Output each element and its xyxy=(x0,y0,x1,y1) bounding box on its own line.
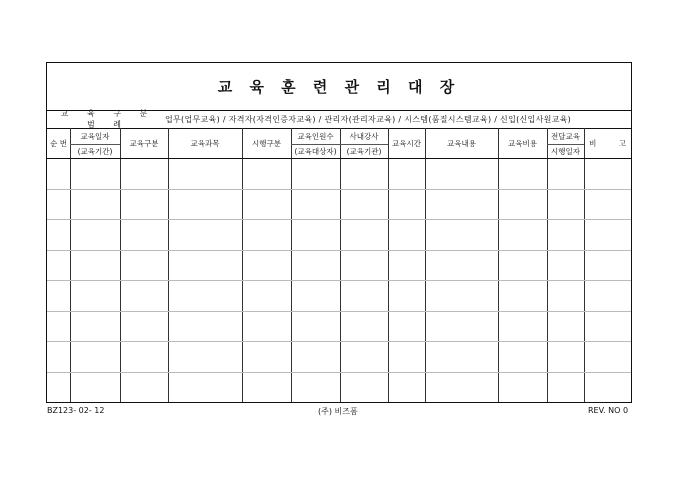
header-hours: 교육시간 xyxy=(392,138,421,148)
header-category: 교육구분 xyxy=(129,138,159,148)
legend-label: 교 육 구 분 범 례 xyxy=(60,109,156,129)
header-institution: (교육기관) xyxy=(346,146,382,156)
header-seq: 순 번 xyxy=(50,138,67,148)
header-remarks: 비 고 xyxy=(589,138,636,148)
header-cost: 교육비용 xyxy=(508,138,537,148)
register-sheet xyxy=(46,62,636,403)
header-course: 교육과목 xyxy=(190,138,220,148)
records-table xyxy=(47,128,636,402)
form-code: BZ123- 02- 12 xyxy=(47,406,105,415)
header-exec-type: 시행구분 xyxy=(252,138,281,148)
legend-row xyxy=(47,110,631,129)
header-transfer: 전달교육 xyxy=(551,131,580,141)
header-date-period: (교육기간) xyxy=(77,146,113,156)
header-content: 교육내용 xyxy=(447,138,476,148)
revision-number: REV. NO 0 xyxy=(588,406,629,415)
header-count: 교육인원수 xyxy=(297,131,334,141)
header-target: (교육대상자) xyxy=(294,146,337,156)
legend-text: 업무(업무교육) / 자격자(자격인증자교육) / 관리자(관리자교육) / 시스템(품질시스템교육) / 신입(신입사원교육) xyxy=(165,114,572,124)
company-name: (주) 비즈폼 xyxy=(318,407,358,416)
title-row xyxy=(47,63,631,111)
header-date: 교육일자 xyxy=(80,131,110,141)
header-lecturer: 사내강사 xyxy=(349,131,379,141)
header-transfer-date: 시행일자 xyxy=(551,146,580,156)
page-title: 교 육 훈 련 관 리 대 장 xyxy=(217,78,461,96)
